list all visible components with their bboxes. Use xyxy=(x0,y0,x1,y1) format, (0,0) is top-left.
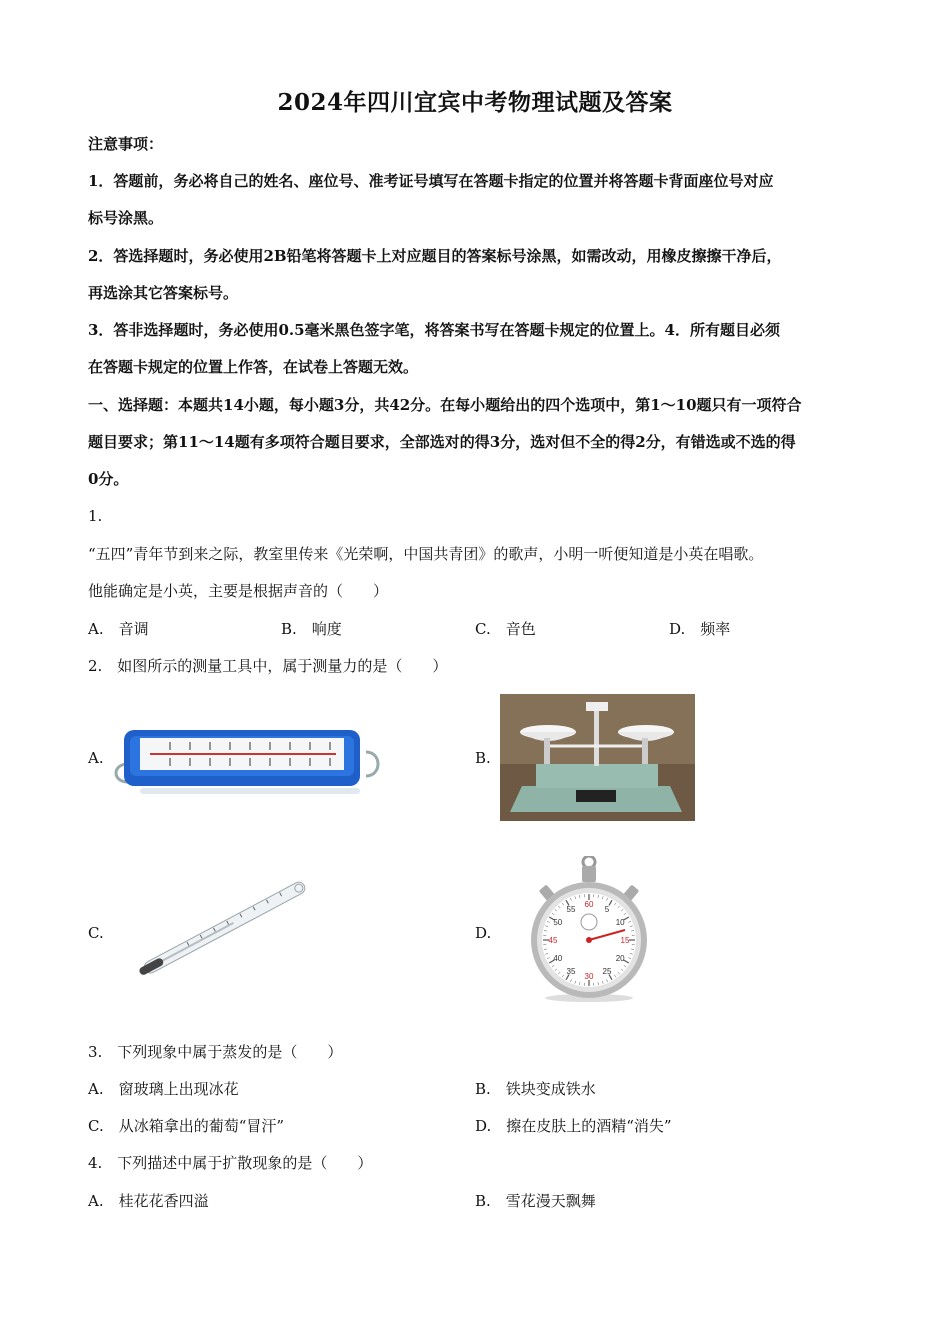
q4-option-a: A. 桂花花香四溢 xyxy=(88,1192,209,1210)
stopwatch-number: 5 xyxy=(604,904,610,914)
stopwatch-number: 55 xyxy=(566,904,576,914)
stopwatch-number: 20 xyxy=(615,954,625,963)
q1-option-c: C. 音色 xyxy=(475,620,536,638)
q1-stem: “五四”青年节到来之际，教室里传来《光荣啊，中国共青团》的歌声，小明一听便知道是小英在唱歌。 xyxy=(88,545,764,563)
page-title: 2024年四川宜宾中考物理试题及答案 xyxy=(277,89,673,116)
notice-line: 在答题卡规定的位置上作答，在试卷上答题无效。 xyxy=(88,358,419,376)
notice-line: 1．答题前，务必将自己的姓名、座位号、准考证号填写在答题卡指定的位置并将答题卡背面座位号对应 xyxy=(88,172,774,190)
thermometer-icon xyxy=(125,873,320,985)
q4-stem: 4. 下列描述中属于扩散现象的是（ ） xyxy=(88,1154,373,1172)
notice-line: 2．答选择题时，务必使用2B铅笔将答题卡上对应题目的答案标号涂黑，如需改动，用橡皮擦擦干净后， xyxy=(88,247,782,265)
q1-option-d: D. 频率 xyxy=(669,620,731,638)
q1-stem: 他能确定是小英，主要是根据声音的（ ） xyxy=(88,582,389,600)
q3-option-b: B. 铁块变成铁水 xyxy=(475,1080,596,1098)
stopwatch-number: 60 xyxy=(584,900,594,909)
q3-stem: 3. 下列现象中属于蒸发的是（ ） xyxy=(88,1043,343,1061)
stopwatch-number: 35 xyxy=(566,967,576,977)
stopwatch-number: 45 xyxy=(548,936,558,945)
q2-label-d: D. xyxy=(475,924,492,942)
stopwatch-number: 25 xyxy=(602,967,612,977)
q2-label-c: C. xyxy=(88,924,104,942)
notice-line: 标号涂黑。 xyxy=(88,209,164,227)
section-instruction: 一、选择题：本题共14小题，每小题3分，共42分。在每小题给出的四个选项中，第1～10题只有一项符合 xyxy=(88,396,802,414)
q3-option-c: C. 从冰箱拿出的葡萄“冒汗” xyxy=(88,1117,285,1135)
stopwatch-number: 40 xyxy=(553,954,563,963)
q1-option-a: A. 音调 xyxy=(88,620,149,638)
notice-heading: 注意事项： xyxy=(88,135,164,153)
section-instruction: 题目要求；第11～14题有多项符合题目要求，全部选对的得3分，选对但不全的得2分，有错选或不选的得 xyxy=(88,433,796,451)
stopwatch-number: 30 xyxy=(584,972,594,981)
balance-scale-icon xyxy=(500,694,695,821)
stopwatch-number: 15 xyxy=(620,936,630,945)
q1-option-b: B. 响度 xyxy=(281,620,342,638)
q2-label-a: A. xyxy=(88,749,104,767)
stopwatch-icon xyxy=(530,856,648,1004)
stopwatch-number: 10 xyxy=(615,918,625,927)
q3-option-d: D. 擦在皮肤上的酒精“消失” xyxy=(475,1117,672,1135)
q2-stem: 2. 如图所示的测量工具中，属于测量力的是（ ） xyxy=(88,657,448,675)
notice-line: 3．答非选择题时，务必使用0.5毫米黑色签字笔，将答案书写在答题卡规定的位置上。4．所有题目必须 xyxy=(88,321,780,339)
spring-scale-icon xyxy=(110,716,382,802)
stopwatch-number: 50 xyxy=(553,918,563,927)
q3-option-a: A. 窗玻璃上出现冰花 xyxy=(88,1080,239,1098)
q4-option-b: B. 雪花漫天飘舞 xyxy=(475,1192,596,1210)
notice-line: 再选涂其它答案标号。 xyxy=(88,284,239,302)
q1-number: 1. xyxy=(88,507,103,525)
section-instruction: 0分。 xyxy=(88,470,129,488)
q2-label-b: B. xyxy=(475,749,491,767)
